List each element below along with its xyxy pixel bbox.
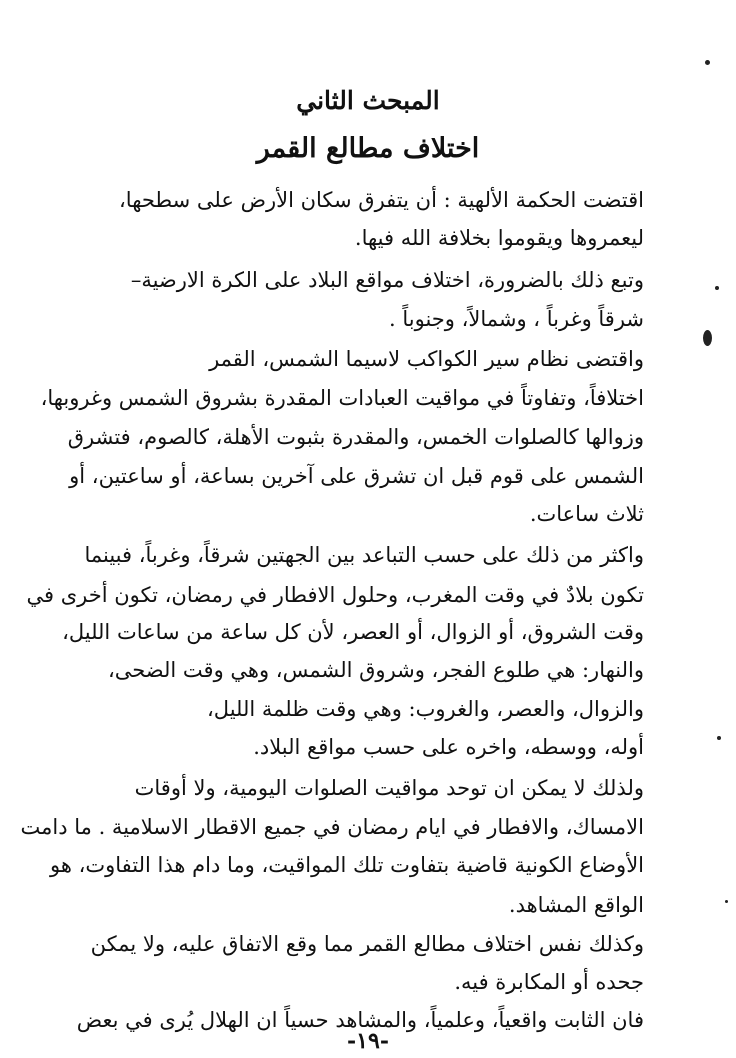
- page-number: -١٩-: [347, 1028, 389, 1054]
- scan-speck: [717, 736, 721, 740]
- scan-speck: [705, 60, 710, 65]
- text-line: شرقاً وغرباً ، وشمالاً، وجنوباً .: [389, 307, 644, 331]
- text-line: اختلافاً، وتفاوتاً في مواقيت العبادات المقدرة بشروق الشمس وغروبها،: [40, 386, 644, 410]
- text-line: الأوضاع الكونية قاضية بتفاوت تلك المواقيت، وما دام هذا التفاوت، هو: [50, 853, 644, 877]
- text-line: والنهار: هي طلوع الفجر، وشروق الشمس، وهي وقت الضحى،: [107, 658, 644, 682]
- text-line: الواقع المشاهد.: [508, 893, 644, 917]
- scan-speck: [703, 330, 712, 346]
- text-line: وتبع ذلك بالضرورة، اختلاف مواقع البلاد على الكرة الارضية–: [130, 268, 644, 292]
- scan-speck: [715, 286, 719, 290]
- text-line: اقتضت الحكمة الألهية : أن يتفرق سكان الأرض على سطحها،: [119, 188, 644, 212]
- text-line: جحده أو المكابرة فيه.: [454, 970, 644, 994]
- text-line: ليعمروها ويقوموا بخلافة الله فيها.: [354, 226, 644, 250]
- text-line: وزوالها كالصلوات الخمس، والمقدرة بثبوت الأهلة، كالصوم، فتشرق: [67, 425, 644, 449]
- text-line: وقت الشروق، أو الزوال، أو العصر، لأن كل ساعة من ساعات الليل،: [62, 620, 644, 644]
- text-line: تكون بلادٌ في وقت المغرب، وحلول الافطار في رمضان، تكون أخرى في: [26, 583, 644, 607]
- text-line: وكذلك نفس اختلاف مطالع القمر مما وقع الاتفاق عليه، ولا يمكن: [90, 932, 644, 956]
- text-line: والزوال، والعصر، والغروب: وهي وقت ظلمة الليل،: [207, 697, 644, 721]
- text-line: الشمس على قوم قبل ان تشرق على آخرين بساعة، أو ساعتين، أو: [69, 464, 644, 488]
- text-line: واكثر من ذلك على حسب التباعد بين الجهتين شرقاً، وغرباً، فبينما: [84, 543, 644, 567]
- section-heading: المبحث الثاني: [296, 86, 440, 115]
- text-line: فان الثابت واقعياً، وعلمياً، والمشاهد حسياً ان الهلال يُرى في بعض: [76, 1008, 644, 1032]
- text-line: الامساك، والافطار في ايام رمضان في جميع الاقطار الاسلامية . ما دامت: [20, 815, 644, 839]
- chapter-title: اختلاف مطالع القمر: [256, 133, 480, 164]
- text-line: واقتضى نظام سير الكواكب لاسيما الشمس، القمر: [209, 347, 644, 371]
- text-line: ثلاث ساعات.: [529, 502, 644, 526]
- text-line: أوله، ووسطه، واخره على حسب مواقع البلاد.: [253, 735, 644, 759]
- text-line: ولذلك لا يمكن ان توحد مواقيت الصلوات اليومية، ولا أوقات: [134, 776, 644, 800]
- scan-speck: [725, 900, 728, 903]
